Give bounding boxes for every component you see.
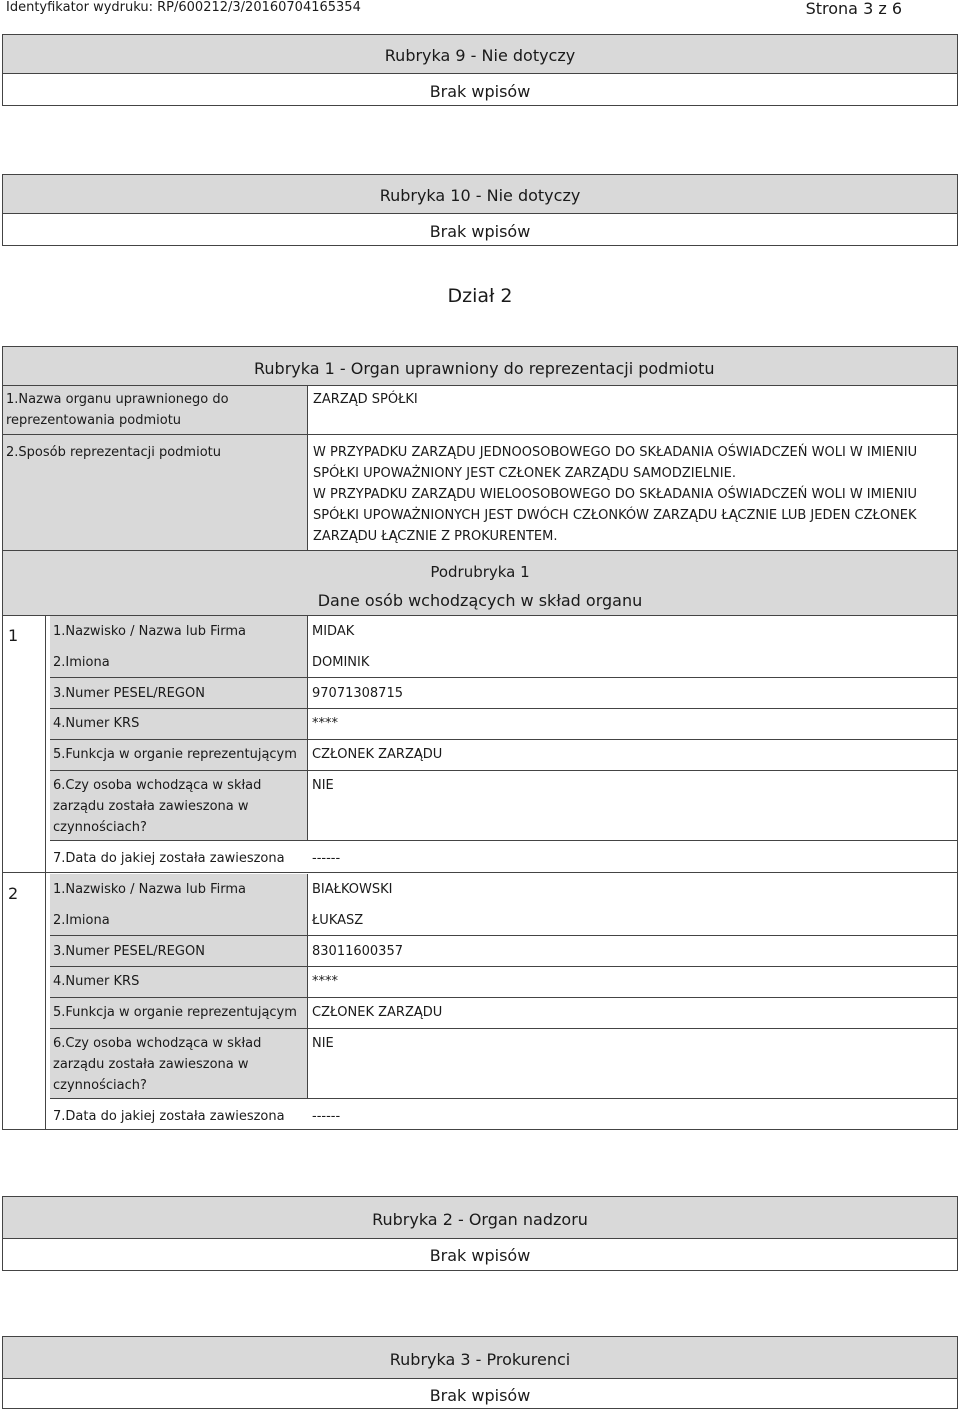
- person-2-function-label: 5.Funkcja w organie reprezentującym: [53, 1005, 297, 1020]
- rubryka-10-title: Rubryka 10 - Nie dotyczy: [379, 186, 581, 205]
- rubryka-2-title: Rubryka 2 - Organ nadzoru: [372, 1210, 588, 1229]
- person-2-surname-value: BIAŁKOWSKI: [312, 882, 393, 897]
- person-1-names-value: DOMINIK: [312, 655, 370, 670]
- person-2-krs-label: 4.Numer KRS: [53, 974, 140, 989]
- person-1-pesel-label: 3.Numer PESEL/REGON: [53, 686, 205, 701]
- person-2-pesel-label: 3.Numer PESEL/REGON: [53, 944, 205, 959]
- person-2-function-value: CZŁONEK ZARZĄDU: [312, 1005, 443, 1020]
- rubryka-1-title: Rubryka 1 - Organ uprawniony do reprezentacji podmiotu: [254, 359, 715, 378]
- person-1-surname-value: MIDAK: [312, 624, 355, 639]
- person-1-suspension-date-label: 7.Data do jakiej została zawieszona: [53, 851, 285, 866]
- person-1-function-value: CZŁONEK ZARZĄDU: [312, 747, 443, 762]
- person-2-pesel-value: 83011600357: [312, 944, 403, 959]
- person-1-pesel-value: 97071308715: [312, 686, 403, 701]
- person-1-surname-label: 1.Nazwisko / Nazwa lub Firma: [53, 624, 246, 639]
- podrubryka-subtitle: Dane osób wchodzących w skład organu: [317, 591, 643, 610]
- person-1-names-label: 2.Imiona: [53, 655, 110, 670]
- person-2-suspension-date-label: 7.Data do jakiej została zawieszona: [53, 1109, 285, 1124]
- rubryka-3-title: Rubryka 3 - Prokurenci: [389, 1350, 571, 1369]
- person-1-krs-label: 4.Numer KRS: [53, 716, 140, 731]
- rubryka-9-title: Rubryka 9 - Nie dotyczy: [384, 46, 576, 65]
- representation-method-value: W PRZYPADKU ZARZĄDU JEDNOOSOBOWEGO DO SKŁADANIA OŚWIADCZEŃ WOLI W IMIENIU SPÓŁKI UPOWAŻNIONY JEST CZŁONEK ZARZĄDU SAMODZIELNIE. W PRZYPADKU ZARZĄDU WIELOOSOBOWEGO DO SKŁADANIA OŚWIADCZEŃ WOLI W IMIENIU SPÓŁKI UPOWAŻNIONYCH JEST DWÓCH CZŁONKÓW ZARZĄDU ŁĄCZNIE LUB JEDEN CZŁONEK ZARZĄDU ŁĄCZNIE Z PROKURENTEM.: [313, 445, 918, 544]
- rubryka-2-empty: Brak wpisów: [429, 1246, 531, 1265]
- person-2-suspended-label: 6.Czy osoba wchodząca w skład zarządu została zawieszona w czynnościach?: [53, 1036, 262, 1093]
- field-1-label: 1.Nazwa organu uprawnionego do reprezentowania podmiotu: [6, 392, 229, 428]
- rubryka-3-empty: Brak wpisów: [429, 1386, 531, 1405]
- section-title: Dział 2: [447, 285, 513, 307]
- person-2-suspension-date-value: ------: [312, 1109, 341, 1124]
- person-1-suspended-value: NIE: [312, 778, 334, 793]
- person-2-krs-value: ****: [312, 974, 338, 989]
- person-1-suspension-date-value: ------: [312, 851, 341, 866]
- person-2-suspended-value: NIE: [312, 1036, 334, 1051]
- person-1-suspended-label: 6.Czy osoba wchodząca w skład zarządu została zawieszona w czynnościach?: [53, 778, 262, 835]
- print-identifier: Identyfikator wydruku: RP/600212/3/20160704165354: [6, 0, 361, 15]
- person-2-names-value: ŁUKASZ: [312, 913, 364, 928]
- podrubryka-title: Podrubryka 1: [430, 563, 530, 581]
- person-1-index: 1: [8, 626, 19, 645]
- field-2-label: 2.Sposób reprezentacji podmiotu: [6, 445, 221, 460]
- page-number: Strona 3 z 6: [805, 0, 902, 18]
- organ-name-value: ZARZĄD SPÓŁKI: [313, 392, 418, 407]
- person-2-index: 2: [8, 884, 19, 903]
- person-2-names-label: 2.Imiona: [53, 913, 110, 928]
- person-1-krs-value: ****: [312, 716, 338, 731]
- rubryka-10-empty: Brak wpisów: [429, 222, 531, 241]
- rubryka-9-empty: Brak wpisów: [429, 82, 531, 101]
- person-1-function-label: 5.Funkcja w organie reprezentującym: [53, 747, 297, 762]
- person-2-surname-label: 1.Nazwisko / Nazwa lub Firma: [53, 882, 246, 897]
